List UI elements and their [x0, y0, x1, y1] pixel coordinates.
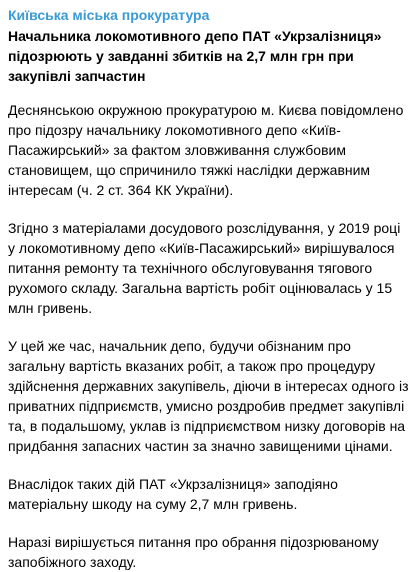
post-headline: Начальника локомотивного депо ПАТ «Укрзалізниця» підозрюють у завданні збитків на 2,7 млн грн при закупівлі запчастин — [8, 28, 382, 84]
post-paragraph-4: Внаслідок таких дій ПАТ «Укрзалізниця» заподіяно матеріальну шкоду на суму 2,7 млн гривень. — [8, 476, 338, 512]
post-paragraph-1: Деснянською окружною прокуратурою м. Києва повідомлено про підозру начальнику локомотивного депо «Київ-Пасажирський» за фактом зловживання службовим становищем, що спричинило тяжкі наслідки державним інтересам (ч. 2 ст. 364 КК України). — [8, 102, 404, 198]
post-paragraph-2: Згідно з матеріалами досудового розслідування, у 2019 році у локомотивному депо «Київ-Пасажирський» вирішувалося питання ремонту та технічного обслуговування тягового рухомого складу. Загальна вартість робіт оцінювалась у 15 млн гривень. — [8, 220, 401, 316]
channel-name-link[interactable]: Київська міська прокуратура — [8, 7, 210, 23]
post-paragraph-5: Наразі вирішується питання про обрання підозрюваному запобіжного заходу. — [8, 534, 379, 570]
post-paragraph-3: У цей же час, начальник депо, будучи обізнаним про загальну вартість вказаних робіт, а також про процедуру здійснення державних закупівель, діючи в інтересах одного із приватних підприємств, умисно роздробив предмет закупівлі та, в подальшому, уклав із підприємством низку договорів на придбання запасних частин за значно завищеними цінами. — [8, 338, 409, 454]
